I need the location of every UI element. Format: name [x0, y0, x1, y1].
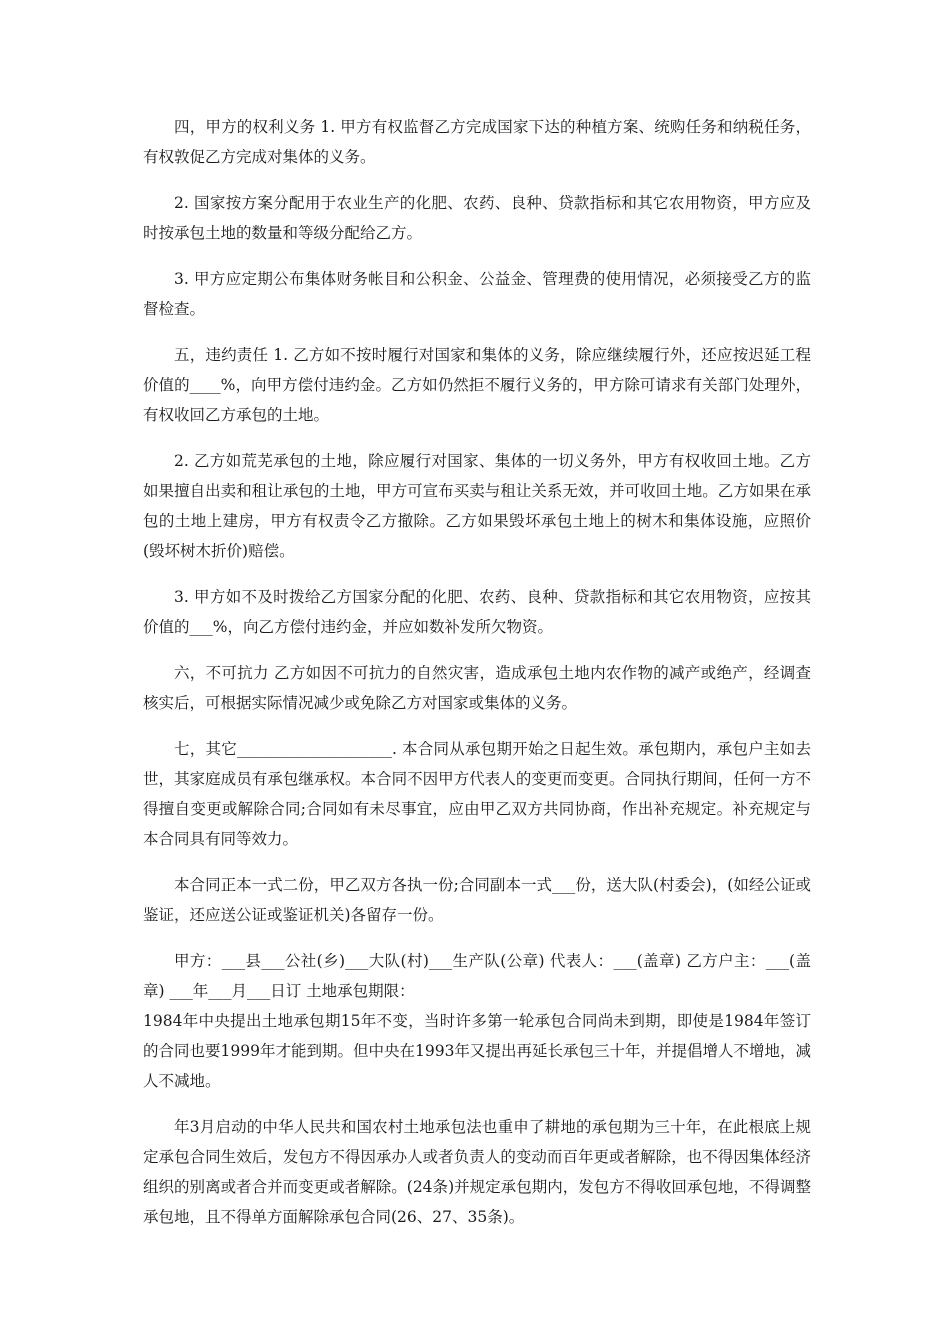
paragraph-party-a-penalty: 3. 甲方如不及时拨给乙方国家分配的化肥、农药、良种、贷款指标和其它农用物资，应按其价值的___%，向乙方偿付违约金，并应如数补发所欠物资。: [143, 588, 811, 636]
paragraph-force-majeure: 六，不可抗力 乙方如因不可抗力的自然灾害，造成承包土地内农作物的减产或绝产，经调查核实后，可根据实际情况减少或免除乙方对国家或集体的义务。: [143, 664, 811, 712]
paragraph-land-contract-law: 年3月启动的中华人民共和国农村土地承包法也重申了耕地的承包期为三十年，在此根底上规定承包合同生效后，发包方不得因承办人或者负责人的变动而百年更或者解除，也不得因集体经济组织的别离或者合并而变更或者解除。(24条)并规定承包期内，发包方不得收回承包地，不得调整承包地，且不得单方面解除承包合同(26、27、35条)。: [143, 1118, 811, 1226]
paragraph-other-terms: 七，其它____________________. 本合同从承包期开始之日起生效。承包期内，承包户主如去世，其家庭成员有承包继承权。本合同不因甲方代表人的变更而变更。合同执行期间，任何一方不得擅自变更或解除合同;合同如有未尽事宜，应由甲乙双方共同协商，作出补充规定。补充规定与本合同具有同等效力。: [143, 740, 811, 848]
paragraph-copies: 本合同正本一式二份，甲乙双方各执一份;合同副本一式___份，送大队(村委会)，(如经公证或鉴证，还应送公证或鉴证机关)各留存一份。: [143, 876, 811, 924]
paragraph-1984-policy: 1984年中央提出土地承包期15年不变，当时许多第一轮承包合同尚未到期，即使是1984年签订的合同也要1999年才能到期。但中央在1993年又提出再延长承包三十年，并提倡增人不增地，减人不减地。: [143, 1012, 811, 1090]
document-page: [143, 112, 811, 1248]
paragraph-fertilizer-allocation: 2. 国家按方案分配用于农业生产的化肥、农药、良种、贷款指标和其它农用物资，甲方应及时按承包土地的数量和等级分配给乙方。: [143, 194, 811, 242]
paragraph-party-a-rights: 四，甲方的权利义务 1. 甲方有权监督乙方完成国家下达的种植方案、统购任务和纳税任务，有权敦促乙方完成对集体的义务。: [143, 118, 811, 166]
paragraph-signatures: 甲方：___县___公社(乡)___大队(村)___生产队(公章) 代表人：___(盖章) 乙方户主：___(盖章) ___年___月___日订 土地承包期限：: [143, 952, 811, 1000]
paragraph-financial-disclosure: 3. 甲方应定期公布集体财务帐目和公积金、公益金、管理费的使用情况，必须接受乙方的监督检查。: [143, 270, 811, 318]
paragraph-land-reclaim: 2. 乙方如荒芜承包的土地，除应履行对国家、集体的一切义务外，甲方有权收回土地。乙方如果擅自出卖和租让承包的土地，甲方可宣布买卖与租让关系无效，并可收回土地。乙方如果在承包的土地上建房，甲方有权责令乙方撤除。乙方如果毁坏承包土地上的树木和集体设施，应照价(毁坏树木折价)赔偿。: [143, 452, 811, 560]
paragraph-breach-liability: 五，违约责任 1. 乙方如不按时履行对国家和集体的义务，除应继续履行外，还应按迟延工程价值的____%，向甲方偿付违约金。乙方如仍然拒不履行义务的，甲方除可请求有关部门处理外，有权收回乙方承包的土地。: [143, 346, 811, 424]
